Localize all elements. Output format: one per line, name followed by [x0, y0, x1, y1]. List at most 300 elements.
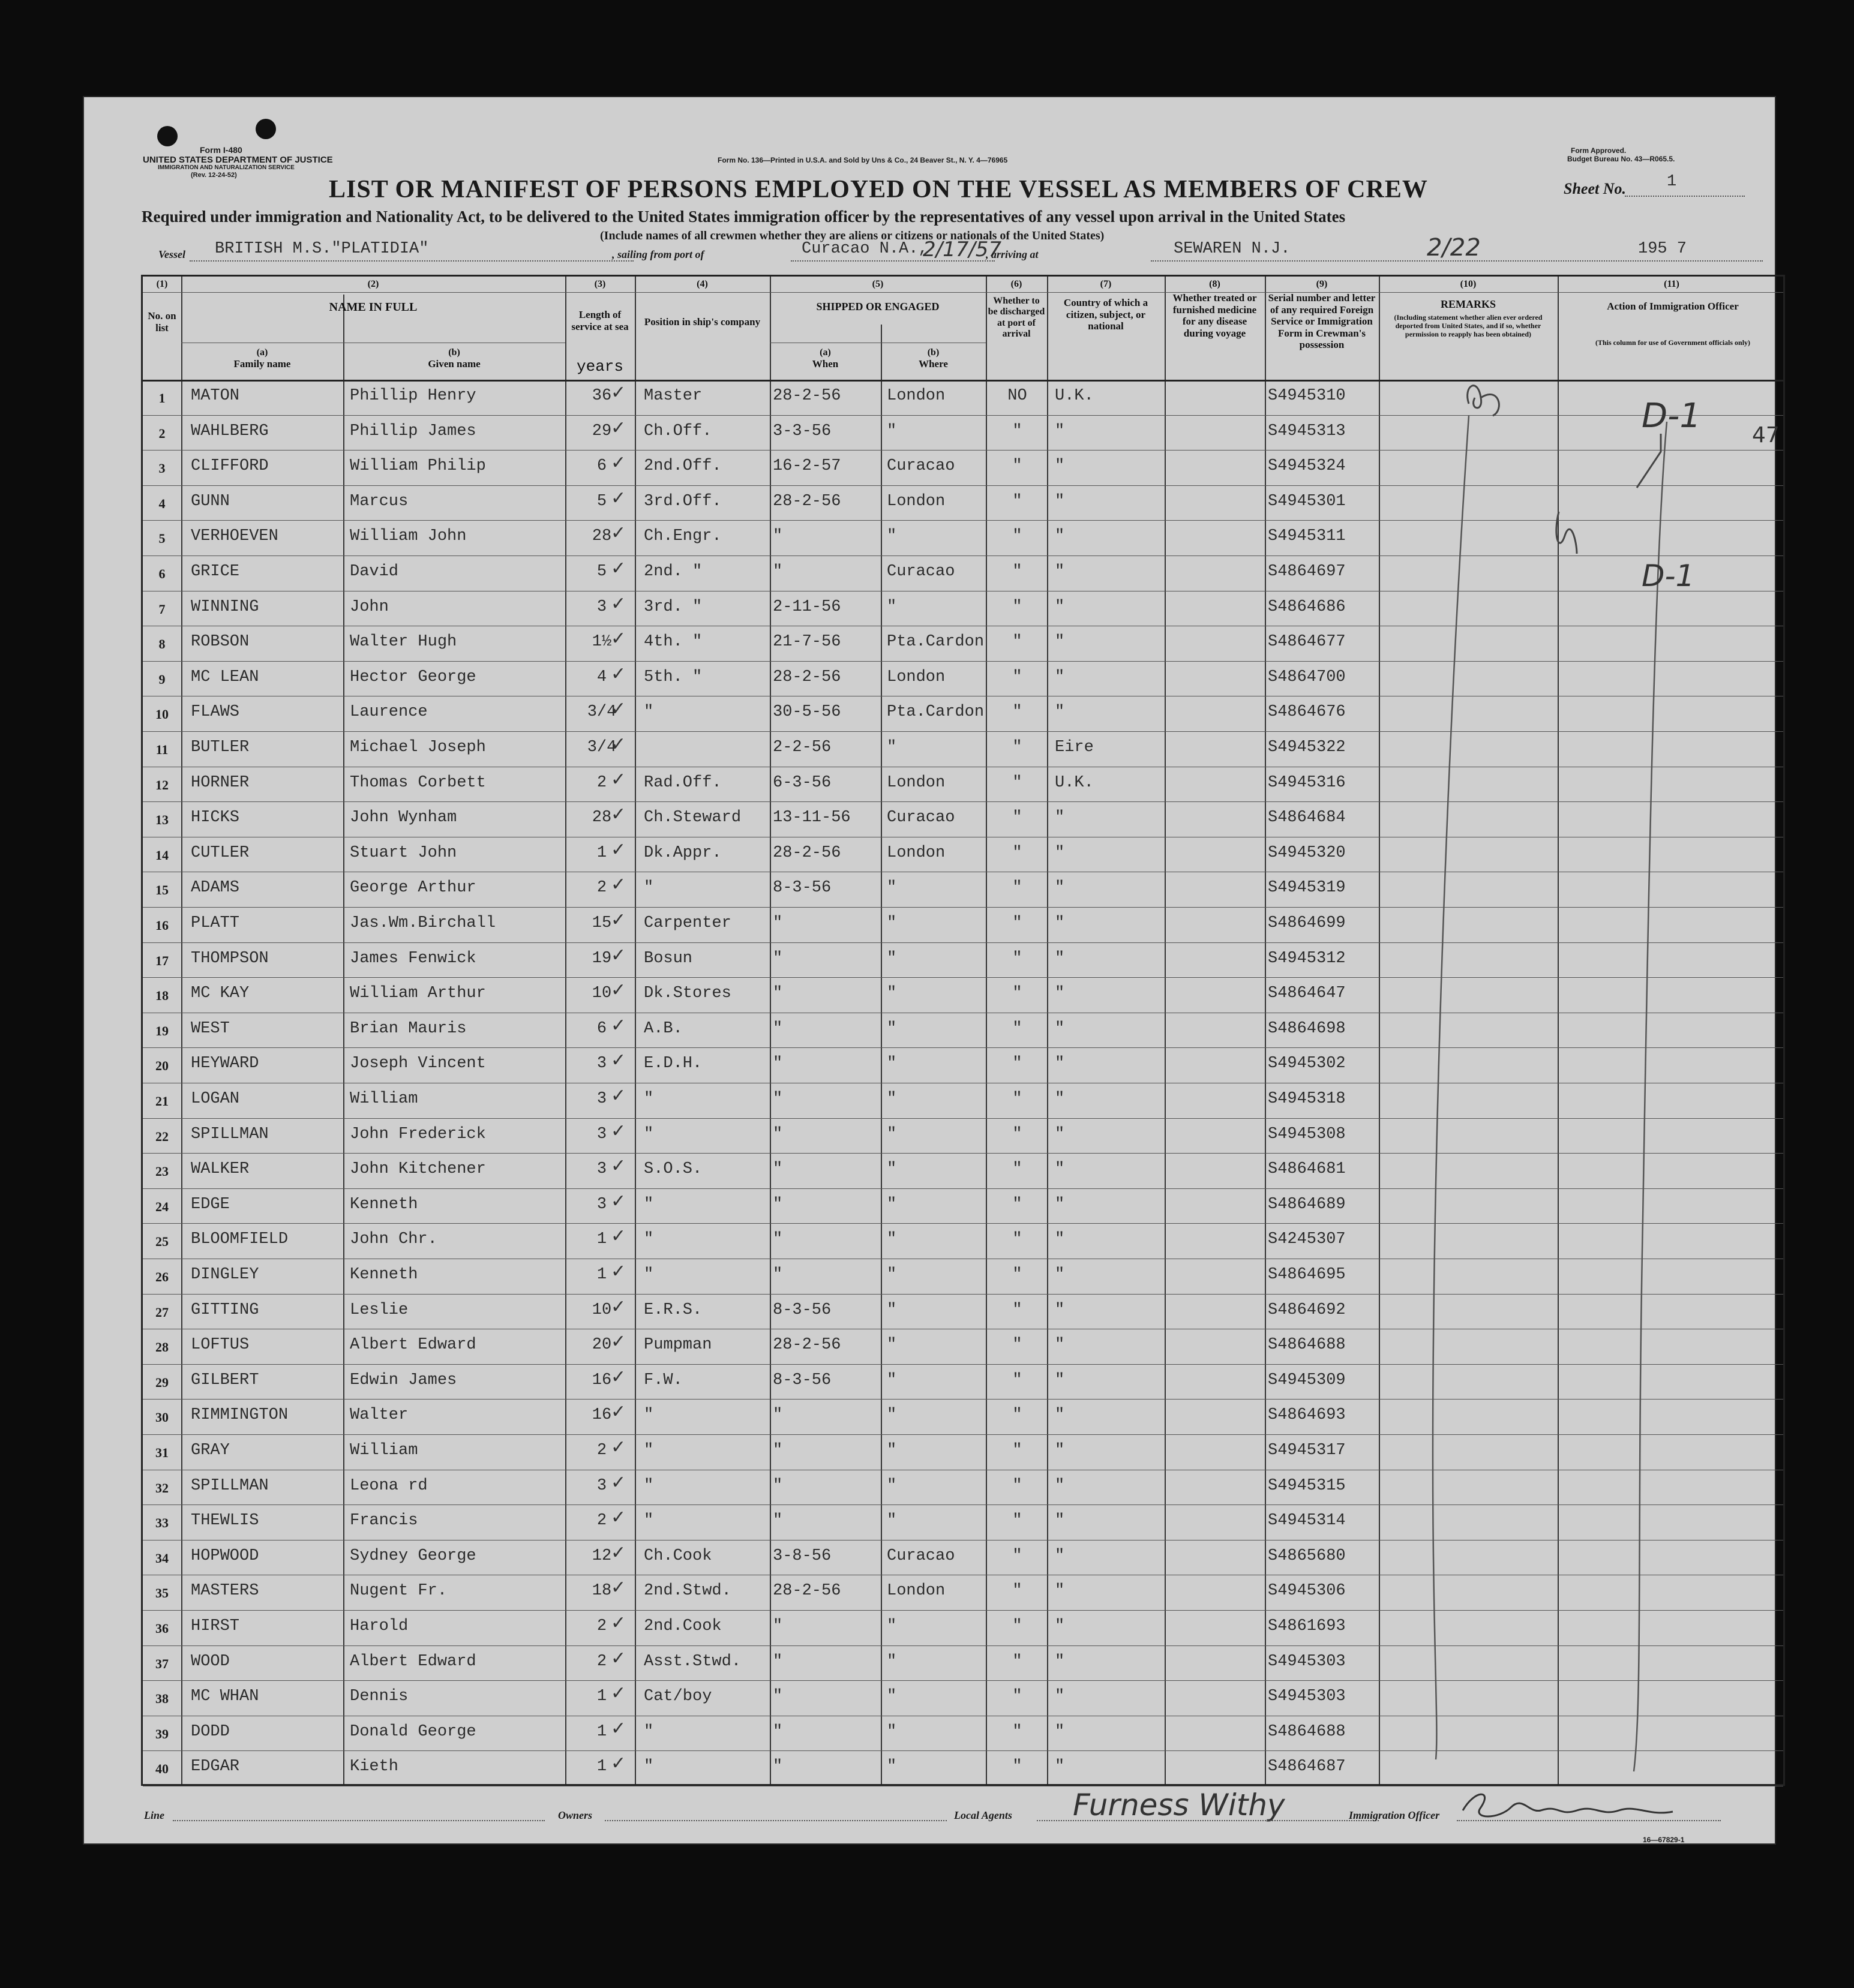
- cell-family: CUTLER: [191, 843, 250, 862]
- check-mark-icon: ✓: [611, 1261, 626, 1282]
- cell-position: ": [644, 703, 654, 722]
- cell-position: ": [644, 1758, 654, 1776]
- cell-serial: S4245307: [1268, 1230, 1346, 1249]
- cell-position: ": [644, 1125, 654, 1143]
- cell-given: Dennis: [350, 1687, 409, 1706]
- cell-disch: ": [1012, 843, 1022, 862]
- row-number: 1: [158, 391, 166, 406]
- row-number: 30: [155, 1410, 169, 1425]
- cell-family: LOGAN: [191, 1090, 240, 1108]
- cell-family: SPILLMAN: [191, 1125, 269, 1143]
- row-number: 15: [155, 882, 169, 898]
- cell-disch: ": [1012, 1230, 1022, 1249]
- cell-position: Dk.Stores: [644, 984, 731, 1003]
- cell-family: PLATT: [191, 914, 240, 932]
- cell-position: ": [644, 1230, 654, 1249]
- cell-disch: ": [1012, 1019, 1022, 1038]
- cell-when: 13-11-56: [773, 809, 851, 827]
- cell-position: ": [644, 1090, 654, 1108]
- row-number: 24: [155, 1199, 169, 1214]
- cell-years: 5: [596, 492, 607, 510]
- arriving-label: , arriving at: [986, 248, 1039, 260]
- form-code: 16—67829-1: [1643, 1836, 1685, 1844]
- col-family-name: Family name: [233, 358, 291, 370]
- check-mark-icon: ✓: [611, 944, 626, 966]
- cell-disch: ": [1012, 738, 1022, 756]
- row-number: 22: [155, 1128, 169, 1144]
- row-number: 10: [155, 707, 169, 722]
- check-mark-icon: ✓: [611, 1190, 626, 1212]
- service-line: IMMIGRATION AND NATURALIZATION SERVICE: [158, 164, 295, 171]
- cell-serial: S4864647: [1268, 984, 1346, 1003]
- cell-serial: S4865680: [1268, 1546, 1346, 1565]
- cell-family: MC KAY: [191, 984, 250, 1003]
- line-label: Line: [144, 1809, 164, 1821]
- cell-disch: NO: [1007, 387, 1027, 405]
- cell-given: Thomas Corbett: [350, 773, 486, 792]
- cell-serial: S4864697: [1268, 563, 1346, 581]
- row-number: 17: [155, 953, 169, 968]
- row-number: 28: [155, 1340, 169, 1355]
- cell-years: 3: [596, 1160, 607, 1179]
- cell-position: F.W.: [644, 1371, 683, 1389]
- cell-family: EDGAR: [191, 1758, 240, 1776]
- cell-years: 2: [596, 1652, 607, 1671]
- cell-years: 16: [592, 1371, 612, 1389]
- vessel-label: Vessel: [158, 248, 185, 260]
- check-mark-icon: ✓: [611, 980, 626, 1001]
- cell-where: ": [887, 1476, 897, 1495]
- cell-when: ": [773, 1266, 783, 1284]
- check-mark-icon: ✓: [611, 1612, 626, 1633]
- cell-disch: ": [1012, 773, 1022, 792]
- sailing-label: , sailing from port of: [612, 248, 704, 260]
- row-number: 11: [155, 742, 169, 757]
- check-mark-icon: ✓: [611, 1120, 626, 1142]
- cell-years: 3: [596, 1195, 607, 1214]
- cell-serial: S4945310: [1268, 387, 1346, 405]
- cell-where: ": [887, 422, 897, 440]
- cell-serial: S4945302: [1268, 1055, 1346, 1073]
- cell-serial: S4864695: [1268, 1266, 1346, 1284]
- cell-where: ": [887, 1125, 897, 1143]
- cell-country: ": [1055, 879, 1065, 897]
- check-mark-icon: ✓: [611, 1472, 626, 1493]
- cell-disch: ": [1012, 633, 1022, 651]
- punch-hole: [157, 126, 178, 146]
- cell-where: ": [887, 879, 897, 897]
- cell-given: Donald George: [350, 1722, 476, 1741]
- cell-position: 2nd.Off.: [644, 457, 722, 476]
- printer-line: Form No. 136—Printed in U.S.A. and Sold by Uns & Co., 24 Beaver St., N. Y. 4—76965: [718, 156, 1008, 164]
- row-number: 18: [155, 988, 169, 1004]
- col-no-on-list: No. on list: [148, 310, 176, 334]
- check-mark-icon: ✓: [611, 1437, 626, 1458]
- cell-family: HEYWARD: [191, 1055, 259, 1073]
- cell-disch: ": [1012, 914, 1022, 932]
- cell-family: VERHOEVEN: [191, 527, 278, 546]
- cell-family: ROBSON: [191, 633, 250, 651]
- cell-disch: ": [1012, 422, 1022, 440]
- cell-when: ": [773, 1722, 783, 1741]
- row-number: 37: [155, 1656, 169, 1671]
- col-where: Where: [919, 358, 948, 370]
- check-mark-icon: ✓: [611, 734, 626, 755]
- arriving-port: SEWAREN N.J.: [1174, 240, 1291, 258]
- cell-disch: ": [1012, 949, 1022, 968]
- cell-when: ": [773, 1090, 783, 1108]
- cell-years: 28: [592, 527, 612, 546]
- cell-country: Eire: [1055, 738, 1094, 756]
- budget-line: Budget Bureau No. 43—R065.5.: [1567, 155, 1675, 163]
- cell-years: 1: [596, 1230, 607, 1249]
- cell-years: 3/4: [587, 703, 617, 722]
- cell-family: HORNER: [191, 773, 250, 792]
- officer-signature: [1457, 1786, 1709, 1828]
- cell-given: Hector George: [350, 668, 476, 686]
- cell-country: ": [1055, 1336, 1065, 1355]
- row-number: 3: [158, 461, 166, 476]
- cell-given: John Kitchener: [350, 1160, 486, 1179]
- include-note: (Include names of all crewmen whether they are aliens or citizens or nationals of the United States): [600, 229, 1105, 242]
- cell-serial: S4864689: [1268, 1195, 1346, 1214]
- cell-where: London: [887, 387, 946, 405]
- cell-position: Dk.Appr.: [644, 843, 722, 862]
- cell-years: 10: [592, 984, 612, 1003]
- cell-years: 6: [596, 1019, 607, 1038]
- cell-family: GILBERT: [191, 1371, 259, 1389]
- cell-when: ": [773, 1406, 783, 1425]
- cell-country: ": [1055, 1442, 1065, 1460]
- cell-when: 8-3-56: [773, 1371, 832, 1389]
- check-mark-icon: ✓: [611, 558, 626, 579]
- cell-given: Phillip Henry: [350, 387, 476, 405]
- cell-position: ": [644, 1722, 654, 1741]
- check-mark-icon: ✓: [611, 804, 626, 825]
- cell-where: ": [887, 738, 897, 756]
- cell-family: EDGE: [191, 1195, 230, 1214]
- row-number: 13: [155, 812, 169, 828]
- cell-country: ": [1055, 1687, 1065, 1706]
- check-mark-icon: ✓: [611, 1155, 626, 1177]
- cell-when: 28-2-56: [773, 843, 841, 862]
- cell-disch: ": [1012, 703, 1022, 722]
- local-agents-label: Local Agents: [954, 1809, 1012, 1821]
- cell-family: SPILLMAN: [191, 1476, 269, 1495]
- cell-years: 19: [592, 949, 612, 968]
- check-mark-icon: ✓: [611, 874, 626, 896]
- cell-country: ": [1055, 1195, 1065, 1214]
- cell-given: Laurence: [350, 703, 428, 722]
- cell-serial: S4945311: [1268, 527, 1346, 546]
- cell-when: 28-2-56: [773, 668, 841, 686]
- vessel-name: BRITISH M.S."PLATIDIA": [215, 240, 429, 258]
- cell-where: ": [887, 1230, 897, 1249]
- cell-family: THOMPSON: [191, 949, 269, 968]
- cell-given: Stuart John: [350, 843, 457, 862]
- cell-years: 2: [596, 773, 607, 792]
- cell-given: Kenneth: [350, 1266, 418, 1284]
- check-mark-icon: ✓: [611, 1226, 626, 1247]
- row-number: 38: [155, 1691, 169, 1707]
- cell-where: ": [887, 1406, 897, 1425]
- cell-family: GRAY: [191, 1442, 230, 1460]
- cell-disch: ": [1012, 1125, 1022, 1143]
- cell-family: WALKER: [191, 1160, 250, 1179]
- cell-serial: S4945303: [1268, 1652, 1346, 1671]
- check-mark-icon: ✓: [611, 663, 626, 684]
- cell-where: Curacao: [887, 457, 955, 476]
- cell-position: E.D.H.: [644, 1055, 703, 1073]
- cell-when: 28-2-56: [773, 1336, 841, 1355]
- cell-country: ": [1055, 809, 1065, 827]
- cell-when: 28-2-56: [773, 492, 841, 510]
- cell-position: ": [644, 1195, 654, 1214]
- row-number: 34: [155, 1550, 169, 1566]
- cell-disch: ": [1012, 1336, 1022, 1355]
- cell-country: ": [1055, 1406, 1065, 1425]
- cell-years: 2: [596, 879, 607, 897]
- cell-given: Albert Edward: [350, 1336, 476, 1355]
- cell-years: 3/4: [587, 738, 617, 756]
- cell-disch: ": [1012, 1301, 1022, 1319]
- cell-family: WEST: [191, 1019, 230, 1038]
- owners-label: Owners: [558, 1809, 593, 1821]
- cell-serial: S4864687: [1268, 1758, 1346, 1776]
- col-when: When: [812, 358, 839, 370]
- cell-years: 16: [592, 1406, 612, 1425]
- cell-years: 1: [596, 1758, 607, 1776]
- cell-position: Bosun: [644, 949, 693, 968]
- cell-when: ": [773, 1055, 783, 1073]
- row-number: 7: [158, 601, 166, 617]
- cell-serial: S4945319: [1268, 879, 1346, 897]
- row-number: 9: [158, 671, 166, 687]
- cell-disch: ": [1012, 1055, 1022, 1073]
- cell-given: Jas.Wm.Birchall: [350, 914, 496, 932]
- cell-family: THEWLIS: [191, 1512, 259, 1530]
- col-discharged: Whether to be discharged at port of arrival: [988, 296, 1045, 340]
- cell-country: ": [1055, 1758, 1065, 1776]
- col-position: Position in ship's company: [644, 316, 761, 328]
- cell-where: ": [887, 1055, 897, 1073]
- cell-country: ": [1055, 984, 1065, 1003]
- cell-given: Sydney George: [350, 1546, 476, 1565]
- cell-country: ": [1055, 1230, 1065, 1249]
- sheet-label: Sheet No.: [1564, 180, 1626, 197]
- cell-given: Joseph Vincent: [350, 1055, 486, 1073]
- action-mark-row1: D-1: [1642, 397, 1701, 436]
- cell-position: Master: [644, 387, 703, 405]
- cell-disch: ": [1012, 1266, 1022, 1284]
- col-name-in-full: NAME IN FULL: [329, 301, 418, 314]
- cell-where: London: [887, 668, 946, 686]
- cell-country: ": [1055, 843, 1065, 862]
- cell-disch: ": [1012, 1582, 1022, 1600]
- cell-where: ": [887, 527, 897, 546]
- cell-serial: S4945313: [1268, 422, 1346, 440]
- row-number: 16: [155, 918, 169, 933]
- cell-years: 1: [596, 1687, 607, 1706]
- cell-years: 1: [596, 1722, 607, 1741]
- manifest-sheet: [83, 96, 1780, 1845]
- cell-family: WOOD: [191, 1652, 230, 1671]
- cell-country: ": [1055, 1546, 1065, 1565]
- cell-when: ": [773, 949, 783, 968]
- check-mark-icon: ✓: [611, 839, 626, 860]
- cell-years: 2: [596, 1512, 607, 1530]
- cell-years: 3: [596, 1476, 607, 1495]
- cell-disch: ": [1012, 1160, 1022, 1179]
- cell-family: WINNING: [191, 597, 259, 616]
- check-mark-icon: ✓: [611, 593, 626, 614]
- cell-years: 6: [596, 457, 607, 476]
- cell-country: ": [1055, 1371, 1065, 1389]
- cell-serial: S4864677: [1268, 633, 1346, 651]
- form-number: Form I-480: [200, 145, 242, 155]
- cell-when: ": [773, 1125, 783, 1143]
- cell-country: ": [1055, 1476, 1065, 1495]
- cell-serial: S4945309: [1268, 1371, 1346, 1389]
- cell-serial: S4945314: [1268, 1512, 1346, 1530]
- cell-given: Leona rd: [350, 1476, 428, 1495]
- cell-position: Ch.Engr.: [644, 527, 722, 546]
- cell-where: ": [887, 1652, 897, 1671]
- cell-given: David: [350, 563, 399, 581]
- cell-position: 5th. ": [644, 668, 703, 686]
- cell-serial: S4945322: [1268, 738, 1346, 756]
- cell-where: ": [887, 1160, 897, 1179]
- cell-disch: ": [1012, 668, 1022, 686]
- margin-count: 47: [1752, 423, 1780, 448]
- cell-serial: S4945315: [1268, 1476, 1346, 1495]
- cell-country: ": [1055, 1652, 1065, 1671]
- cell-country: ": [1055, 492, 1065, 510]
- cell-years: 3: [596, 1055, 607, 1073]
- subtitle: Required under immigration and Nationality Act, to be delivered to the United States immigration officer by the representatives of any vessel upon arrival in the United States: [142, 208, 1346, 226]
- col-given-name: Given name: [428, 358, 481, 370]
- cell-where: ": [887, 1195, 897, 1214]
- row-number: 33: [155, 1515, 169, 1531]
- cell-country: ": [1055, 527, 1065, 546]
- cell-where: ": [887, 1722, 897, 1741]
- cell-years: 1: [596, 1266, 607, 1284]
- cell-family: BLOOMFIELD: [191, 1230, 289, 1249]
- row-number: 19: [155, 1023, 169, 1038]
- cell-serial: S4864681: [1268, 1160, 1346, 1179]
- cell-when: 8-3-56: [773, 1301, 832, 1319]
- cell-position: 3rd.Off.: [644, 492, 722, 510]
- row-number: 36: [155, 1621, 169, 1636]
- check-mark-icon: ✓: [611, 1647, 626, 1669]
- cell-country: ": [1055, 914, 1065, 932]
- cell-years: 1: [596, 843, 607, 862]
- check-mark-icon: ✓: [611, 768, 626, 790]
- cell-when: ": [773, 1512, 783, 1530]
- col-shipped-engaged: SHIPPED OR ENGAGED: [816, 301, 940, 313]
- cell-position: Ch.Off.: [644, 422, 712, 440]
- cell-position: A.B.: [644, 1019, 683, 1038]
- cell-where: ": [887, 1442, 897, 1460]
- cell-family: FLAWS: [191, 703, 240, 722]
- cell-when: ": [773, 1652, 783, 1671]
- cell-position: Ch.Steward: [644, 809, 742, 827]
- cell-years: 36: [592, 387, 612, 405]
- cell-given: William John: [350, 527, 467, 546]
- cell-given: Walter Hugh: [350, 633, 457, 651]
- cell-when: 30-5-56: [773, 703, 841, 722]
- cell-when: 16-2-57: [773, 457, 841, 476]
- cell-serial: S4945303: [1268, 1687, 1346, 1706]
- sailing-port: Curacao N.A.,: [802, 240, 928, 258]
- cell-serial: S4864698: [1268, 1019, 1346, 1038]
- row-number: 35: [155, 1585, 169, 1601]
- cell-family: MASTERS: [191, 1582, 259, 1600]
- cell-family: BUTLER: [191, 738, 250, 756]
- cell-country: ": [1055, 703, 1065, 722]
- check-mark-icon: ✓: [611, 1050, 626, 1071]
- cell-serial: S4864688: [1268, 1722, 1346, 1741]
- cell-disch: ": [1012, 563, 1022, 581]
- cell-when: ": [773, 1617, 783, 1635]
- row-number: 31: [155, 1445, 169, 1460]
- cell-when: ": [773, 1476, 783, 1495]
- cell-years: 3: [596, 597, 607, 616]
- cell-years: 3: [596, 1090, 607, 1108]
- cell-given: Leslie: [350, 1301, 409, 1319]
- cell-where: ": [887, 1512, 897, 1530]
- cell-country: ": [1055, 457, 1065, 476]
- check-mark-icon: ✓: [611, 417, 626, 439]
- check-mark-icon: ✓: [611, 1296, 626, 1317]
- revision-line: (Rev. 12-24-52): [191, 172, 237, 179]
- row-number: 29: [155, 1374, 169, 1390]
- cell-family: CLIFFORD: [191, 457, 269, 476]
- check-mark-icon: ✓: [611, 909, 626, 930]
- col-serial-number: Serial number and letter of any required Foreign Service or Immigration Form in Crewman's possession: [1268, 292, 1376, 351]
- cell-position: 2nd.Stwd.: [644, 1582, 731, 1600]
- cell-country: ": [1055, 1019, 1065, 1038]
- cell-country: ": [1055, 1055, 1065, 1073]
- cell-disch: ": [1012, 1476, 1022, 1495]
- cell-where: ": [887, 1687, 897, 1706]
- year: 195 7: [1638, 240, 1687, 258]
- cell-where: London: [887, 1582, 946, 1600]
- cell-years: 10: [592, 1301, 612, 1319]
- cell-when: ": [773, 527, 783, 546]
- arrival-date: 2/22: [1427, 234, 1481, 262]
- cell-when: 28-2-56: [773, 387, 841, 405]
- cell-where: ": [887, 1336, 897, 1355]
- cell-disch: ": [1012, 879, 1022, 897]
- cell-years: 20: [592, 1336, 612, 1355]
- cell-family: MC LEAN: [191, 668, 259, 686]
- cell-given: Brian Mauris: [350, 1019, 467, 1038]
- cell-years: 29: [592, 422, 612, 440]
- row-number: 39: [155, 1726, 169, 1741]
- cell-serial: S4945316: [1268, 773, 1346, 792]
- immigration-officer-label: Immigration Officer: [1349, 1809, 1440, 1821]
- cell-position: ": [644, 1266, 654, 1284]
- cell-country: ": [1055, 949, 1065, 968]
- cell-given: John Chr.: [350, 1230, 437, 1249]
- cell-serial: S4945317: [1268, 1442, 1346, 1460]
- cell-serial: S4945301: [1268, 492, 1346, 510]
- cell-serial: S4864684: [1268, 809, 1346, 827]
- check-mark-icon: ✓: [611, 1542, 626, 1563]
- cell-where: Curacao: [887, 1546, 955, 1565]
- check-mark-icon: ✓: [611, 1085, 626, 1106]
